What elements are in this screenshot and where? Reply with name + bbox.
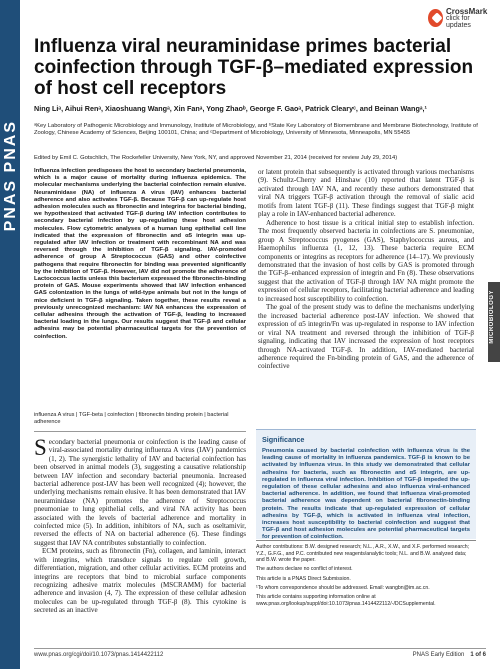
intro-paragraph-1-text: econdary bacterial pneumonia or coinfection is the leading cause of viral-associated mortality during influenza A virus (IAV) pandemics (1, 2). The synergistic lethality of IAV and bacterial coinfection has been observed in animal models (3), suggesting a causative relationship between IAV infection and secondary bacterial pneumonia. Increased bacterial adherence post-IAV has been well recognized (4); however, the underlying mechanisms remain elusive. It has been demonstrated that IAV neuraminidase (NA) promotes the adherence of Streptococcus pneumoniae to lung epithelial cells, and viral NA activity has been associated with the levels of bacterial adherence and mortality in coinfected mice (5). In addition, inhibitors of NA, such as oseltamivir, reversed the effects of NA on bacterial adherence (6). These findings suggest that IAV NA contributes substantially to coinfection. (34, 438, 246, 547)
drop-cap: S (34, 435, 47, 460)
keywords-divider (34, 431, 246, 432)
right-paragraph-2: Adherence to host tissue is a critical initial step to establish infection. The most frequently observed bacteria in coinfections are S. pneumoniae, group A Streptococcus pyogenes (GAS), Staphylococcus aureus, and Haemophilus influenza (1, 12, 13). These bacteria require ECM components or integrins as receptors for adherence (14–17). We previously demonstrated that the invasion of host cells by GAS is promoted through the TGF-β–enhanced expression of integrin and Fn (8). These observations suggest that the activation of TGF-β through IAV NA might promote the expression of cellular receptors, facilitating bacterial adherence and leading to increased host susceptibility to coinfection. (258, 218, 474, 303)
intro-paragraph-1 (34, 435, 246, 547)
crossmark-line1: CrossMark (445, 6, 488, 16)
footer-page-number: 1 of 6 (470, 652, 486, 658)
abstract: Influenza infection predisposes the host to secondary bacterial pneumonia, which is a major cause of mortality during influenza epidemics. The molecular mechanisms underlying the bacterial coinfection remain elusive. Neuraminidase (NA) of influenza A virus (IAV) enhances bacterial adherence and also activates TGF-β. Because TGF-β can up-regulate host adhesion molecules such as fibronectin and integrins for bacterial binding, we hypothesized that activated TGF-β during IAV infection contributes to secondary bacterial infection by up-regulating these host adhesion molecules. Flow cytometric analyses of a human lung epithelial cell line indicated that the expression of fibronectin and α5 integrin was up-regulated after IAV infection or treatment with recombinant NA and was reversed through the inhibition of TGF-β signaling. IAV-promoted adherence of group A Streptococcus (GAS) and other coinfective pathogens that require fibronectin for binding was prevented significantly by the inhibition of TGF-β. However, IAV did not promote the adherence of Lactococcus lactis unless this bacterium expressed the fibronectin-binding protein of GAS. Mouse experiments showed that IAV infection enhanced GAS colonization in the lungs of wild-type animals but not in the lungs of mice deficient in TGF-β signaling. Taken together, these results reveal a previously unrecognized mechanism: IAV NA enhances the expression of cellular adhesins through the activation of TGF-β, leading to increased bacterial loading in the lungs. Our results suggest that TGF-β and cellular adhesins may be potential pharmaceutical targets for the prevention of coinfection. (34, 168, 246, 340)
keywords: influenza A virus | TGF-beta | coinfection | fibronectin binding protein | bacterial adherence (34, 412, 229, 426)
introduction-text (34, 435, 246, 615)
footer-doi-link[interactable]: www.pnas.org/cgi/doi/10.1073/pnas.1414422112 (34, 652, 164, 658)
author-notes (256, 544, 476, 610)
footer-journal-edition: PNAS Early Edition (412, 652, 465, 658)
affiliations: ᵃKey Laboratory of Pathogenic Microbiology and Immunology, Institute of Microbiology, and ᵇState Key Laboratory of Biomembrane and Membrane Biotechnology, Institute of Zoology, Chinese Academy of Sciences, Beijing 100101, China; and ᶜDepartment of Microbiology, University of Minnesota, Minneapolis, MN 55455 (34, 123, 478, 137)
crossmark-icon (428, 9, 443, 27)
note-submission: This article is a PNAS Direct Submission. (256, 575, 351, 582)
journal-side-band (0, 0, 20, 669)
note-supporting-info[interactable]: This article contains supporting information online at www.pnas.org/lookup/suppl/doi:10.1073/pnas.1414422112/-/DCSupplemental. (256, 593, 436, 607)
significance-body: Pneumonia caused by bacterial coinfection with influenza virus is the leading cause of mortality in influenza pandemics. TGF-β is known to be activated by influenza virus. In this study we demonstrated that cellular adhesins for bacteria, such as fibronectin and α5 integrin, are up-regulated in influenza viral infection. Inhibition of TGF-β impeded the up-regulation of these cellular adhesins and also influenza viral-enhanced bacterial adherence. In addition, we found that influenza viral-promoted bacterial adherence was dependent on bacterial fibronectin-binding protein. The results indicate that up-regulated expression of cellular adhesins by TGF-β, which is activated in influenza viral infection, increases host susceptibility to bacterial coinfection and suggest that TGF-β and host adhesion molecules are potential pharmaceutical targets for prevention of coinfection. (262, 448, 470, 541)
crossmark-label (446, 8, 488, 29)
article-title: Influenza viral neuraminidase primes bacterial coinfection through TGF-β–mediated expression of host cell receptors (34, 36, 474, 99)
note-correspondence: ¹To whom correspondence should be addressed. Email: wangbn@im.ac.cn. (256, 584, 430, 591)
intro-paragraph-2: ECM proteins, such as fibronectin (Fn), collagen, and laminin, interact with integrins, which transduce signals to regulate cell growth, differentiation, migration, and other cellular activities. ECM proteins and integrins are receptors that bind to microbial surface components recognizing adhesive matrix molecules (MSCRAMM) for bacterial adherence and invasion (4, 7). The expression of these cellular adhesion molecules can be up-regulated through TGF-β (8). This cytokine is secreted as an inactive (34, 547, 246, 615)
footer-page-info (413, 652, 486, 658)
significance-heading: Significance (262, 435, 305, 444)
notes-divider (256, 540, 476, 541)
journal-side-band-text: PNAS PNAS (2, 120, 19, 232)
right-paragraph-3: The goal of the present study was to define the mechanisms underlying the increased bacterial adherence post-IAV infection. We showed that expression of α5 integrin/Fn was up-regulated in response to IAV infection or viral NA treatment and reversed through the inhibition of TGF-β signaling, indicating that IAV increased the expression of host receptors through NA-activated TGF-β. In addition, IAV-mediated bacterial adherence required the Fn-binding protein of GAS, and the adherence of coinfective (258, 303, 474, 371)
crossmark-button[interactable] (428, 6, 488, 30)
editor-note: Edited by Emil C. Gotschlich, The Rockefeller University, New York, NY, and approved November 21, 2014 (received for review July 29, 2014) (34, 155, 398, 161)
section-tab-label: MICROBIOLOGY (489, 290, 495, 344)
note-conflict: The authors declare no conflict of interest. (256, 566, 353, 573)
right-column-text (258, 168, 474, 371)
footer-divider (34, 648, 486, 649)
note-contributions: Author contributions: B.W. designed research; N.L., A.R., X.W., and X.F. performed research; Y.Z., G.F.G., and P.C. contributed new reagents/analytic tools; N.L. and B.W. analyzed data; and B.W. wrote the paper. (256, 544, 470, 564)
author-list: Ning Liᵃ, Aihui Renᵃ, Xiaoshuang Wangᵃ, Xin Fanᵃ, Yong Zhaoᵇ, George F. Gaoᵃ, Patrick Clearyᶜ, and Beinan Wangᵃ,¹ (34, 104, 427, 113)
significance-box (256, 429, 476, 539)
right-paragraph-1: or latent protein that subsequently is activated through various mechanisms (9). Schultz-Cherry and Hinshaw (10) reported that latent TGF-β is activated through IAV NA, and recently these authors demonstrated that viral NA triggers TGF-β activation through the removal of sialic acid motifs from latent TGF-β (11). These findings suggest that TGF-β might play a role in IAV-enhanced bacterial adherence. (258, 168, 474, 219)
crossmark-line2: click for updates (445, 14, 471, 29)
